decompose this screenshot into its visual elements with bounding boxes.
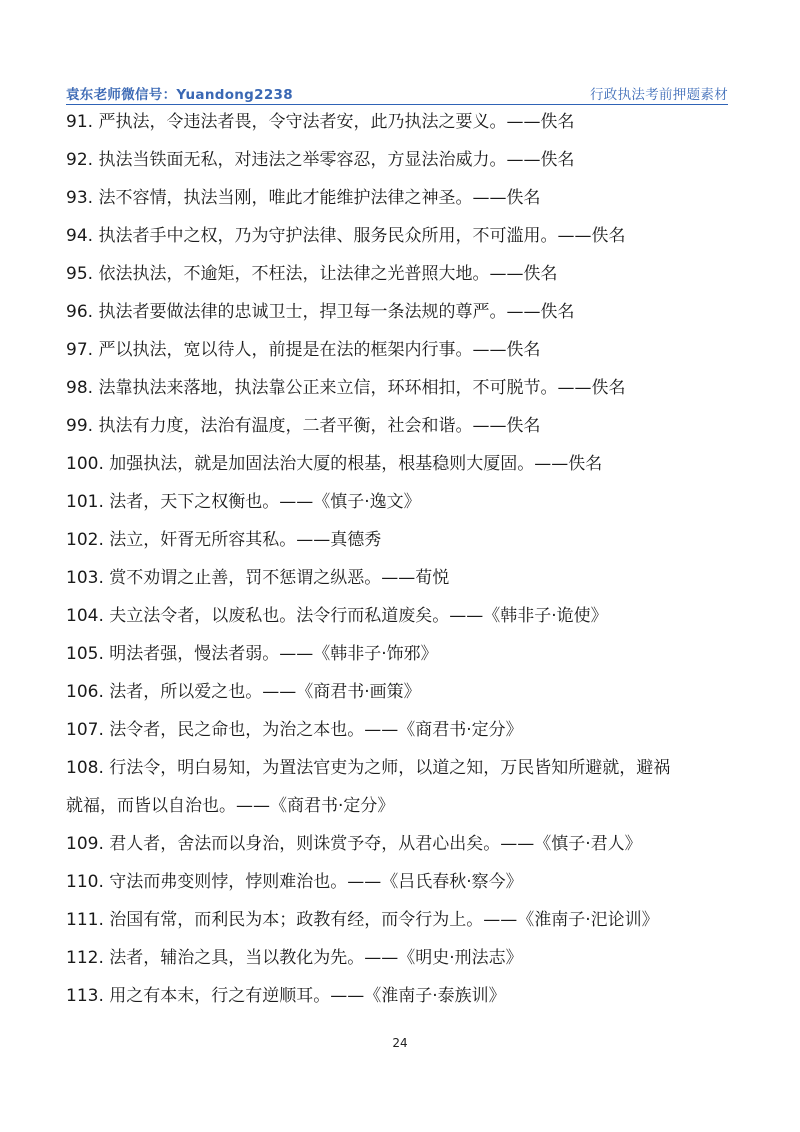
quote-line: 105. 明法者强，慢法者弱。——《韩非子·饰邪》: [66, 644, 438, 664]
page-number: 24: [392, 1036, 408, 1050]
quote-line: 103. 赏不劝谓之止善，罚不惩谓之纵恶。——荀悦: [66, 568, 450, 588]
quote-line: 95. 依法执法，不逾矩，不枉法，让法律之光普照大地。——佚名: [66, 264, 558, 284]
header-contact: 袁东老师微信号：Yuandong2238: [66, 87, 293, 103]
quote-line: 102. 法立，奸胥无所容其私。——真德秀: [66, 530, 382, 550]
quote-line-continuation: 就福，而皆以自治也。——《商君书·定分》: [66, 796, 395, 816]
page-header: [66, 82, 728, 105]
quote-line: 100. 加强执法，就是加固法治大厦的根基，根基稳则大厦固。——佚名: [66, 454, 603, 474]
quote-line: 110. 守法而弗变则悖，悖则难治也。——《吕氏春秋·察今》: [66, 872, 523, 892]
quote-line: 107. 法令者，民之命也，为治之本也。——《商君书·定分》: [66, 720, 523, 740]
quote-line: 113. 用之有本末，行之有逆顺耳。——《淮南子·泰族训》: [66, 986, 506, 1006]
quote-line: 97. 严以执法，宽以待人，前提是在法的框架内行事。——佚名: [66, 340, 541, 360]
quote-line: 94. 执法者手中之权，乃为守护法律、服务民众所用，不可滥用。——佚名: [66, 226, 626, 246]
quote-line: 106. 法者，所以爱之也。——《商君书·画策》: [66, 682, 421, 702]
quote-list: [66, 103, 736, 1015]
quote-line: 96. 执法者要做法律的忠诚卫士，捍卫每一条法规的尊严。——佚名: [66, 302, 575, 322]
quote-line: 98. 法靠执法来落地，执法靠公正来立信，环环相扣，不可脱节。——佚名: [66, 378, 626, 398]
quote-line: 109. 君人者，舍法而以身治，则诛赏予夺，从君心出矣。——《慎子·君人》: [66, 834, 642, 854]
header-title: 行政执法考前押题素材: [590, 87, 728, 103]
quote-line: 112. 法者，辅治之具，当以教化为先。——《明史·刑法志》: [66, 948, 523, 968]
quote-line: 92. 执法当铁面无私，对违法之举零容忍，方显法治威力。——佚名: [66, 150, 575, 170]
quote-line: 108. 行法令，明白易知，为置法官吏为之师，以道之知，万民皆知所避就，避祸: [66, 758, 671, 778]
quote-line: 99. 执法有力度，法治有温度，二者平衡，社会和谐。——佚名: [66, 416, 541, 436]
quote-line: 111. 治国有常，而利民为本；政教有经，而令行为上。——《淮南子·汜论训》: [66, 910, 659, 930]
quote-line: 104. 夫立法令者，以废私也。法令行而私道废矣。——《韩非子·诡使》: [66, 606, 608, 626]
quote-line: 93. 法不容情，执法当刚，唯此才能维护法律之神圣。——佚名: [66, 188, 541, 208]
quote-line: 101. 法者，天下之权衡也。——《慎子·逸文》: [66, 492, 421, 512]
quote-line: 91. 严执法，令违法者畏，令守法者安，此乃执法之要义。——佚名: [66, 112, 575, 132]
